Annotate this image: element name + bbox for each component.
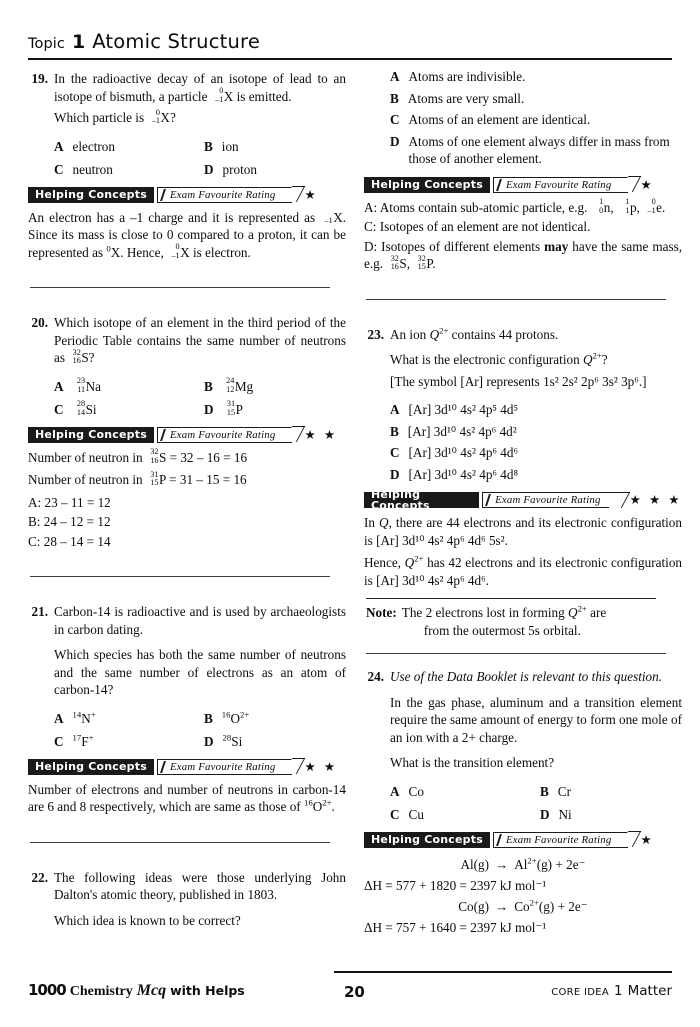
option-value: $^{17}$F+ bbox=[72, 732, 94, 749]
option-value: $^{16}O^{2+}$ bbox=[221, 709, 250, 726]
q24-para-3: What is the transition element? bbox=[390, 755, 555, 770]
helping-concepts-label: Helping Concepts bbox=[364, 492, 479, 508]
right-column bbox=[364, 66, 682, 938]
option-b[interactable]: B [Ar] 3d¹⁰ 4s² 4p⁶ 4d² bbox=[390, 423, 517, 439]
core-idea-label: CORE IDEA bbox=[551, 987, 610, 998]
phosphorus-32: 32 15 bbox=[417, 253, 426, 272]
question-text bbox=[54, 869, 346, 934]
question-divider bbox=[30, 287, 330, 288]
question-number: 23. bbox=[367, 326, 384, 342]
brand-subject: Chemistry bbox=[69, 984, 133, 999]
q23-solution: In Q, there are 44 electrons and its electronic configuration is [Ar] 3d¹⁰ 4s² 4p⁶ 4d⁶ 5s². Hence, $Q^{2+}$ has 42 electrons and its electronic configuration is [Ar] 3d¹⁰ 4s² 4p⁶ 4d⁶. bbox=[364, 515, 683, 588]
question-19 bbox=[28, 70, 346, 261]
option-c[interactable]: C neutron bbox=[54, 161, 113, 177]
electron-notation: 0 –1 bbox=[647, 197, 656, 215]
exam-rating-label: Exam Favourite Rating bbox=[169, 428, 276, 441]
topic-number: 1 bbox=[71, 31, 86, 53]
page-footer bbox=[28, 977, 672, 1005]
exam-rating-label: Exam Favourite Rating bbox=[169, 760, 276, 773]
rating-stars: ★ bbox=[304, 187, 319, 202]
q22-para-2: Which idea is known to be correct? bbox=[54, 912, 241, 928]
helping-concepts-label: Helping Concepts bbox=[28, 427, 154, 443]
q19b-solution: A: Atoms contain sub-atomic particle, e.g. 1 0 n, 1 1 p, 0 –1 e. C: Isotopes of an element are not identical. D: Isotopes of different elements may have the same mass, e.g. 32 16 S, 32 15 P. bbox=[364, 197, 683, 272]
q24-options bbox=[390, 783, 682, 823]
option-d[interactable]: D $^{28}$Si bbox=[204, 732, 243, 749]
q19b-sol-c: C: Isotopes of an element are not identical. bbox=[364, 219, 591, 234]
exam-rating-label: Exam Favourite Rating bbox=[169, 188, 276, 201]
q21-para-2: Which species has both the same number of neutrons and the same number of electrons as an atom of carbon-14? bbox=[54, 647, 346, 697]
book-branding bbox=[28, 981, 245, 1000]
q21-para-1: Carbon-14 is radioactive and is used by archaeologists in carbon dating. bbox=[54, 604, 346, 637]
helping-concepts-badge bbox=[364, 177, 682, 193]
question-divider bbox=[366, 299, 666, 300]
question-divider bbox=[30, 842, 330, 843]
option-value: 28 14 Si bbox=[76, 399, 97, 417]
topic-header bbox=[28, 30, 672, 60]
q19-solution: An electron has a –1 charge and it is represented as –1 X. Since its mass is close to 0 compared to a proton, it can be represented as $^0$X. Hence, 0 –1 X is electron. bbox=[28, 209, 347, 260]
option-a[interactable]: A 23 11 Na bbox=[54, 376, 101, 394]
q20-solution: Number of neutron in 32 16 S = 32 – 16 = 16 Number of neutron in 31 15 P = 31 – 15 = 16 A: 23 – 11 = 12 B: 24 – 12 = 12 C: 28 – 14 = 14 bbox=[28, 449, 346, 551]
option-b[interactable]: B ion bbox=[204, 138, 239, 154]
helping-concepts-badge bbox=[28, 187, 346, 203]
exam-rating-banner bbox=[157, 187, 292, 203]
iso-notation: –1 bbox=[324, 215, 333, 225]
option-c[interactable]: C 28 14 Si bbox=[54, 399, 97, 417]
helping-concepts-label: Helping Concepts bbox=[28, 759, 154, 775]
option-c[interactable]: C Atoms of an element are identical. bbox=[390, 112, 591, 127]
particle-notation-1: 0 –1 bbox=[215, 86, 224, 104]
proton-notation: 1 1 bbox=[625, 197, 630, 215]
brand-with-helps: with Helps bbox=[170, 983, 245, 998]
sulfur-isotope: 32 16 bbox=[72, 347, 81, 366]
option-a[interactable]: A electron bbox=[54, 138, 115, 154]
question-text bbox=[390, 668, 682, 776]
brand-number: 1000 bbox=[28, 981, 66, 999]
core-idea-number: 1 bbox=[614, 983, 623, 999]
neutron-notation: 1 0 bbox=[599, 197, 604, 215]
helping-concepts-label: Helping Concepts bbox=[364, 832, 490, 848]
q24-data-booklet-note: Use of the Data Booklet is relevant to this question. bbox=[390, 669, 663, 684]
helping-concepts-badge bbox=[28, 759, 346, 775]
exam-rating-banner bbox=[482, 492, 617, 508]
note-label: Note: bbox=[366, 605, 397, 620]
question-text: In the radioactive decay of an isotope of lead to an isotope of bismuth, a particle 0 –1 X is emitted. Which particle is 0 –1 X? bbox=[54, 71, 346, 126]
question-number: 19. bbox=[31, 71, 48, 86]
equation-1-enthalpy: ΔH = 577 + 1820 = 2397 kJ mol⁻¹ bbox=[364, 877, 547, 893]
q20-calc-c: C: 28 – 14 = 14 bbox=[28, 533, 111, 549]
exam-rating-banner bbox=[157, 427, 292, 443]
question-text: Which isotope of an element in the third period of the Periodic Table contains the same number of neutrons as 32 16 S? bbox=[54, 315, 346, 366]
q19-line2: Which particle is bbox=[54, 110, 145, 125]
q24-para-2: In the gas phase, aluminum and a transition element require the same amount of energy to form one mole of an ion with a 2+ charge. bbox=[390, 694, 682, 745]
option-value: $^{14}$N+ bbox=[72, 709, 96, 726]
question-divider bbox=[366, 653, 666, 654]
option-b[interactable]: B $^{16}O^{2+}$ bbox=[204, 709, 250, 726]
brand-mcq: Mcq bbox=[136, 982, 167, 999]
topic-heading bbox=[28, 30, 672, 57]
q23-ar-note: [The symbol [Ar] represents 1s² 2s² 2p⁶ 3s² 3p⁶.] bbox=[390, 373, 647, 389]
page-title: Atomic Structure bbox=[92, 30, 261, 53]
equation-1: $Al(g) \to Al^{2+}(g) + 2e^-$ bbox=[460, 855, 586, 872]
option-a[interactable]: A [Ar] 3d¹⁰ 4s² 4p⁵ 4d⁵ bbox=[390, 402, 519, 417]
option-d[interactable]: D Ni bbox=[540, 806, 572, 822]
particle-notation-2: 0 –1 bbox=[151, 107, 160, 126]
q20-calc-b: B: 24 – 12 = 12 bbox=[28, 514, 111, 529]
helping-concepts-label: Helping Concepts bbox=[28, 187, 154, 203]
question-23 bbox=[364, 326, 682, 640]
option-b[interactable]: B 24 12 Mg bbox=[204, 376, 254, 394]
page-number: 20 bbox=[344, 983, 365, 1001]
equation-2: $Co(g) \to Co^{2+}(g) + 2e^-$ bbox=[458, 897, 588, 914]
option-c[interactable]: C [Ar] 3d¹⁰ 4s² 4p⁶ 4d⁶ bbox=[390, 445, 519, 460]
helping-concepts-label: Helping Concepts bbox=[364, 177, 490, 193]
q19-line1: In the radioactive decay of an isotope of lead to an isotope of bismuth, a particle bbox=[54, 71, 346, 104]
left-column bbox=[28, 66, 346, 933]
iso-notation-2: 0 –1 bbox=[171, 242, 180, 260]
question-21 bbox=[28, 603, 346, 816]
q19-line1-end: is emitted. bbox=[236, 88, 292, 104]
rating-stars: ★ ★ ★ bbox=[629, 493, 682, 507]
rating-stars: ★ ★ bbox=[304, 759, 338, 774]
exam-rating-banner bbox=[493, 177, 628, 193]
question-19-continued bbox=[364, 68, 682, 273]
note-box bbox=[366, 598, 656, 639]
q24-equations bbox=[364, 854, 682, 938]
exam-rating-label: Exam Favourite Rating bbox=[495, 494, 601, 506]
ion-symbol: Q bbox=[582, 352, 593, 367]
option-value: 24 12 Mg bbox=[226, 376, 254, 394]
q21-solution: Number of electrons and number of neutrons in carbon-14 are 6 and 8 respectively, which are same as those of $^{16}O^{2+}$. bbox=[28, 781, 346, 814]
question-24 bbox=[364, 668, 682, 938]
exam-rating-banner bbox=[493, 832, 628, 848]
reaction-arrow-icon: → bbox=[495, 898, 509, 914]
option-value: 31 15 P bbox=[226, 399, 243, 417]
option-d[interactable]: D proton bbox=[204, 161, 257, 177]
q20-calc-a: A: 23 – 11 = 12 bbox=[28, 494, 111, 510]
question-number: 22. bbox=[31, 869, 48, 885]
q19b-options bbox=[390, 68, 682, 168]
core-idea-label-group bbox=[551, 983, 672, 999]
option-c[interactable]: C $^{17}$F+ bbox=[54, 732, 94, 749]
ion-symbol: Q bbox=[429, 326, 440, 342]
question-text: An ion $Q^{2+}$ contains 44 protons. What is the electronic configuration $Q^{2+}$? [The symbol [Ar] represents 1s² 2s² 2p⁶ 3s² 3p⁶.] bbox=[390, 326, 682, 395]
question-22 bbox=[28, 869, 346, 934]
rating-stars: ★ ★ bbox=[304, 427, 338, 442]
note-text: The 2 electrons lost in forming $Q^{2+}$ are from the outermost 5s orbital. bbox=[401, 603, 607, 638]
q20-options bbox=[54, 378, 346, 418]
reaction-arrow-icon: → bbox=[495, 856, 509, 872]
question-divider bbox=[30, 576, 330, 577]
equation-2-enthalpy: ΔH = 757 + 1640 = 2397 kJ mol⁻¹ bbox=[364, 919, 547, 935]
q19-options bbox=[54, 138, 346, 178]
helping-concepts-badge bbox=[364, 832, 682, 848]
q23-options bbox=[390, 401, 682, 483]
rating-stars: ★ bbox=[640, 832, 655, 847]
topic-word: Topic bbox=[28, 36, 65, 52]
option-c[interactable]: C Cu bbox=[390, 806, 424, 822]
option-value: 23 11 Na bbox=[76, 376, 101, 394]
option-a[interactable]: A $^{14}$N+ bbox=[54, 709, 96, 726]
option-d[interactable]: D Atoms of one element always differ in mass from those of another element. bbox=[390, 133, 670, 166]
header-divider bbox=[28, 58, 672, 60]
option-d[interactable]: D 31 15 P bbox=[204, 399, 243, 417]
option-b[interactable]: B Atoms are very small. bbox=[390, 90, 525, 106]
option-a[interactable]: A Co bbox=[390, 783, 424, 799]
option-a[interactable]: A Atoms are indivisible. bbox=[390, 69, 526, 84]
option-value: $^{28}$Si bbox=[222, 732, 243, 749]
option-d[interactable]: D [Ar] 3d¹⁰ 4s² 4p⁶ 4d⁸ bbox=[390, 466, 519, 482]
footer-divider bbox=[334, 971, 672, 973]
exam-rating-label: Exam Favourite Rating bbox=[505, 178, 612, 191]
helping-concepts-badge bbox=[364, 487, 682, 512]
question-text bbox=[54, 603, 346, 703]
exam-rating-label: Exam Favourite Rating bbox=[505, 833, 612, 846]
question-20 bbox=[28, 314, 346, 550]
oxygen-ion: $^{16}O^{2+}$ bbox=[303, 797, 332, 814]
question-number: 24. bbox=[367, 669, 384, 684]
helping-concepts-badge bbox=[28, 427, 346, 443]
option-b[interactable]: B Cr bbox=[540, 783, 571, 799]
q21-options bbox=[54, 710, 346, 750]
exam-rating-banner bbox=[157, 759, 292, 775]
q22-para-1: The following ideas were those underlying John Dalton's atomic theory, published in 1803. bbox=[54, 869, 346, 902]
question-number: 21. bbox=[31, 604, 48, 619]
rating-stars: ★ bbox=[640, 177, 655, 192]
core-idea-title: Matter bbox=[627, 983, 672, 999]
sulfur-32: 32 16 bbox=[390, 253, 399, 272]
question-number: 20. bbox=[31, 315, 48, 330]
